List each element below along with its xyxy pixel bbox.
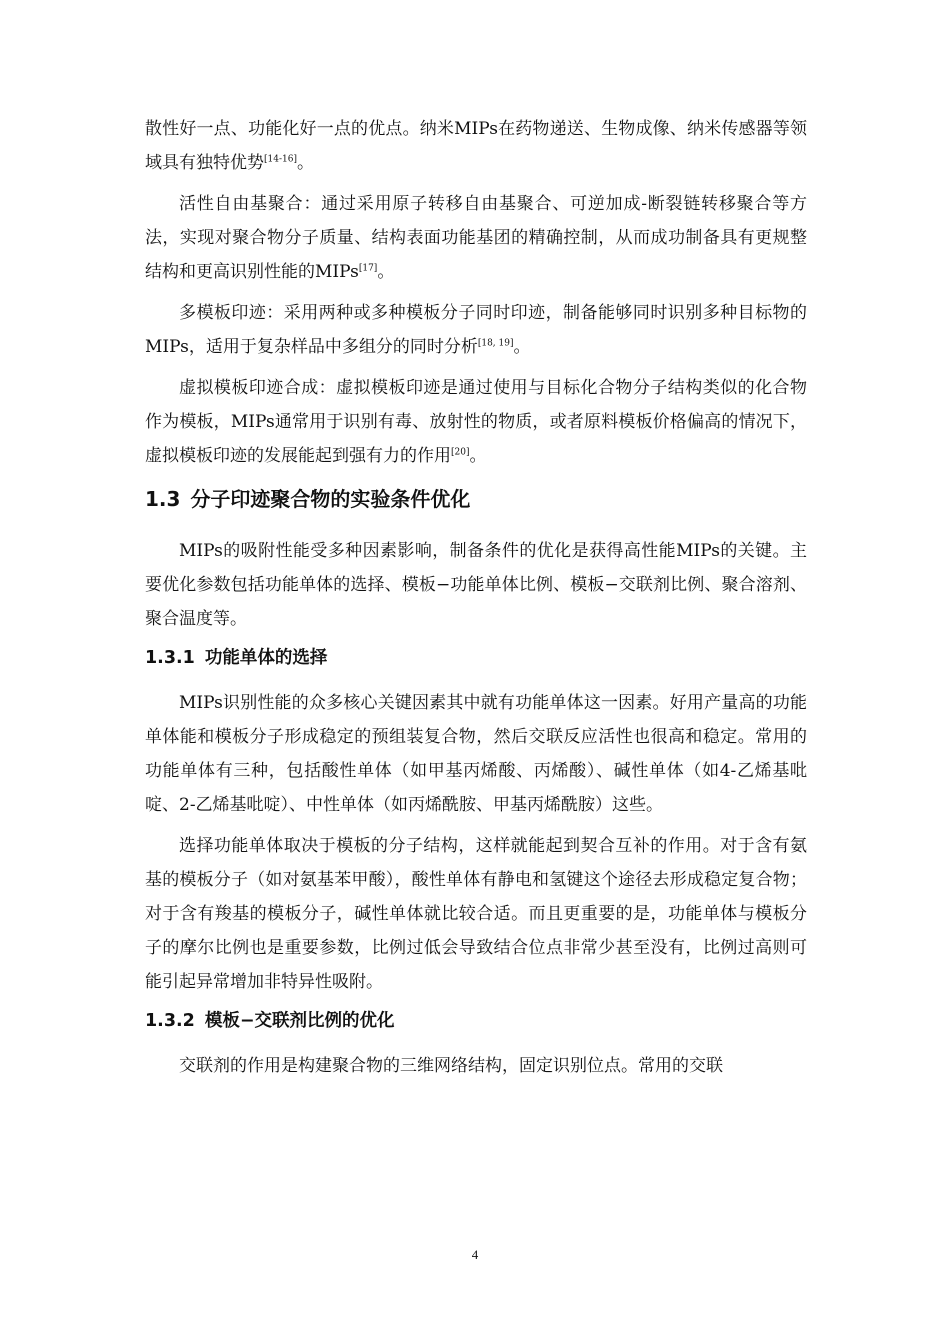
paragraph-end: 。 [469,446,487,466]
subsection-title: 功能单体的选择 [204,648,328,668]
paragraph-text: 散性好一点、功能化好一点的优点。纳米MIPs在药物递送、生物成像、纳米传感器等领域具有独特优势 [145,119,807,173]
paragraph-crosslinker: 交联剂的作用是构建聚合物的三维网络结构，固定识别位点。常用的交联 [179,1056,723,1076]
section-heading-1-3 [145,484,807,514]
paragraph-living-radical [145,187,807,289]
subsection-heading-1-3-1 [145,644,807,672]
citation-ref: [17] [358,263,378,274]
paragraph-end: 。 [513,337,531,357]
paragraph-monomer-selection: 选择功能单体取决于模板的分子结构，这样就能起到契合互补的作用。对于含有氨基的模板分子（如对氨基苯甲酸），酸性单体有静电和氢键这个途径去形成稳定复合物；对于含有羧基的模板分子，碱性单体就比较合适。而且更重要的是，功能单体与模板分子的摩尔比例也是重要参数，比例过低会导致结合位点非常少甚至没有，比例过高则可能引起异常增加非特异性吸附。 [145,836,807,992]
paragraph-monomer-types: MIPs识别性能的众多核心关键因素其中就有功能单体这一因素。好用产量高的功能单体能和模板分子形成稳定的预组装复合物，然后交联反应活性也很高和稳定。常用的功能单体有三种，包括酸性单体（如甲基丙烯酸、丙烯酸）、碱性单体（如4-乙烯基吡啶、2-乙烯基吡啶）、中性单体（如丙烯酰胺、甲基丙烯酰胺）这些。 [145,693,807,815]
paragraph-text: 虚拟模板印迹合成：虚拟模板印迹是通过使用与目标化合物分子结构类似的化合物作为模板，MIPs通常用于识别有毒、放射性的物质，或者原料模板价格偏高的情况下，虚拟模板印迹的发展能起到强有力的作用 [145,378,807,466]
subsection-title: 模板−交联剂比例的优化 [204,1011,395,1031]
paragraph-text: 多模板印迹：采用两种或多种模板分子同时印迹，制备能够同时识别多种目标物的MIPs，适用于复杂样品中多组分的同时分析 [145,303,807,357]
paragraph-text: 活性自由基聚合：通过采用原子转移自由基聚合、可逆加成-断裂链转移聚合等方法，实现对聚合物分子质量、结构表面功能基团的精确控制，从而成功制备具有更规整结构和更高识别性能的MIPs [145,194,807,282]
paragraph-nano-mips [145,112,807,180]
paragraph-virtual-template [145,371,807,473]
subsection-number: 1.3.2 [145,1011,195,1031]
page-body [145,112,807,1090]
citation-ref: [20] [451,447,470,458]
paragraph-end: 。 [296,153,314,173]
subsection-heading-1-3-2 [145,1007,807,1035]
paragraph-section-intro: MIPs的吸附性能受多种因素影响，制备条件的优化是获得高性能MIPs的关键。主要优化参数包括功能单体的选择、模板−功能单体比例、模板−交联剂比例、聚合溶剂、聚合温度等。 [145,541,807,629]
page-number: 4 [471,1247,479,1262]
citation-ref: [14-16] [264,154,297,165]
section-number: 1.3 [145,487,181,511]
paragraph-multi-template [145,296,807,364]
subsection-number: 1.3.1 [145,648,195,668]
citation-ref: [18, 19] [477,338,514,349]
paragraph-end: 。 [377,262,395,282]
section-title: 分子印迹聚合物的实验条件优化 [190,487,471,511]
